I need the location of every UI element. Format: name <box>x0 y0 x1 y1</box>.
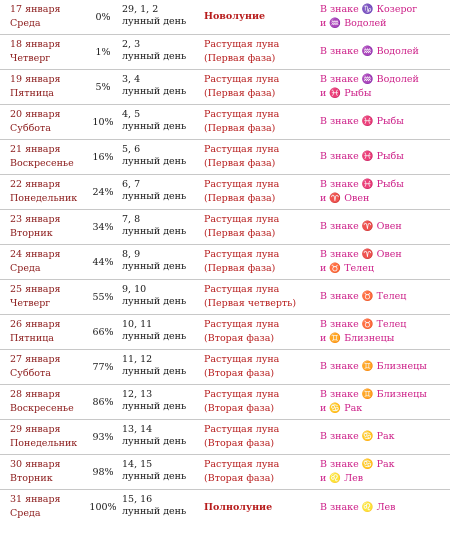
zodiac-cell <box>320 420 448 454</box>
date-label: 24 января <box>10 249 61 260</box>
moon-phase-name: Растущая луна <box>204 214 280 225</box>
zodiac-cell <box>320 315 448 352</box>
moon-phase-cell <box>204 70 314 107</box>
lunar-day-numbers: 6, 7 <box>122 179 141 190</box>
date-label: 25 января <box>10 284 61 295</box>
lunar-day-cell <box>122 490 200 529</box>
zodiac-sign-secondary: и ♌ Лев <box>320 473 364 484</box>
date-cell <box>10 175 88 212</box>
table-row <box>0 105 450 140</box>
table-row <box>0 140 450 175</box>
date-label: 30 января <box>10 459 61 470</box>
zodiac-cell <box>320 0 448 37</box>
zodiac-sign-primary: В знаке ♋ Рак <box>320 459 395 470</box>
date-cell <box>10 455 88 492</box>
moon-phase-cell <box>204 105 314 142</box>
weekday-label: Четверг <box>10 53 51 64</box>
zodiac-sign-secondary: и ♊ Близнецы <box>320 333 395 344</box>
illumination-cell <box>90 175 116 209</box>
table-row <box>0 280 450 315</box>
illumination-cell <box>90 280 116 314</box>
date-label: 18 января <box>10 39 61 50</box>
lunar-day-cell <box>122 280 200 318</box>
zodiac-cell <box>320 175 448 212</box>
lunar-day-numbers: 4, 5 <box>122 109 141 120</box>
lunar-day-label: лунный день <box>122 191 187 202</box>
illumination-percent: 5% <box>95 81 111 93</box>
lunar-day-label: лунный день <box>122 366 187 377</box>
zodiac-sign-secondary: и ♓ Рыбы <box>320 88 372 99</box>
weekday-label: Воскресенье <box>10 158 74 169</box>
weekday-label: Среда <box>10 508 41 519</box>
date-cell <box>10 210 88 247</box>
date-cell <box>10 350 88 387</box>
zodiac-sign-primary: В знаке ♑ Козерог <box>320 4 418 15</box>
table-row <box>0 350 450 385</box>
date-label: 20 января <box>10 109 61 120</box>
zodiac-cell <box>320 385 448 422</box>
weekday-label: Среда <box>10 263 41 274</box>
lunar-day-cell <box>122 70 200 108</box>
table-row <box>0 210 450 245</box>
lunar-day-numbers: 9, 10 <box>122 284 147 295</box>
illumination-cell <box>90 385 116 419</box>
table-row <box>0 420 450 455</box>
moon-phase-cell <box>204 490 314 525</box>
lunar-day-numbers: 8, 9 <box>122 249 141 260</box>
date-cell <box>10 70 88 107</box>
weekday-label: Пятница <box>10 333 54 344</box>
moon-phase-name: Растущая луна <box>204 39 280 50</box>
illumination-percent: 44% <box>92 256 114 268</box>
lunar-day-label: лунный день <box>122 226 187 237</box>
moon-phase-detail: (Первая фаза) <box>204 88 276 99</box>
moon-phase-name: Растущая луна <box>204 284 280 295</box>
zodiac-cell <box>320 245 448 282</box>
zodiac-sign-primary: В знаке ♊ Близнецы <box>320 361 427 372</box>
illumination-cell <box>90 490 116 525</box>
date-cell <box>10 35 88 72</box>
illumination-cell <box>90 35 116 69</box>
date-cell <box>10 140 88 177</box>
illumination-percent: 86% <box>92 396 114 408</box>
lunar-day-numbers: 3, 4 <box>122 74 141 85</box>
lunar-day-label: лунный день <box>122 296 187 307</box>
weekday-label: Суббота <box>10 368 51 379</box>
illumination-percent: 93% <box>92 431 114 443</box>
moon-phase-name: Растущая луна <box>204 249 280 260</box>
table-row <box>0 245 450 280</box>
moon-phase-name: Растущая луна <box>204 319 280 330</box>
illumination-percent: 66% <box>92 326 114 338</box>
illumination-cell <box>90 210 116 244</box>
date-label: 21 января <box>10 144 61 155</box>
table-row <box>0 490 450 525</box>
moon-phase-cell <box>204 455 314 492</box>
zodiac-sign-primary: В знаке ♒ Водолей <box>320 74 419 85</box>
zodiac-cell <box>320 280 448 314</box>
zodiac-sign-primary: В знаке ♈ Овен <box>320 249 402 260</box>
zodiac-sign-primary: В знаке ♓ Рыбы <box>320 151 404 162</box>
date-label: 27 января <box>10 354 61 365</box>
moon-phase-name: Растущая луна <box>204 144 280 155</box>
lunar-day-numbers: 5, 6 <box>122 144 141 155</box>
weekday-label: Вторник <box>10 228 53 239</box>
date-label: 28 января <box>10 389 61 400</box>
illumination-percent: 100% <box>89 502 117 513</box>
illumination-cell <box>90 70 116 104</box>
zodiac-cell <box>320 490 448 525</box>
weekday-label: Среда <box>10 18 41 29</box>
weekday-label: Воскресенье <box>10 403 74 414</box>
moon-phase-cell <box>204 385 314 422</box>
moon-phase-cell <box>204 0 314 34</box>
zodiac-cell <box>320 350 448 384</box>
moon-phase-detail: (Первая фаза) <box>204 193 276 204</box>
zodiac-sign-primary: В знаке ♓ Рыбы <box>320 116 404 127</box>
date-cell <box>10 245 88 282</box>
moon-phase-detail: (Первая фаза) <box>204 123 276 134</box>
illumination-percent: 10% <box>92 116 114 128</box>
lunar-day-numbers: 29, 1, 2 <box>122 4 159 15</box>
moon-phase-name: Растущая луна <box>204 109 280 120</box>
moon-phase-name: Растущая луна <box>204 459 280 470</box>
date-label: 19 января <box>10 74 61 85</box>
lunar-day-numbers: 11, 12 <box>122 354 153 365</box>
lunar-day-cell <box>122 350 200 388</box>
illumination-percent: 0% <box>95 11 111 23</box>
date-label: 17 января <box>10 4 61 15</box>
illumination-percent: 1% <box>95 46 111 58</box>
moon-phase-cell <box>204 280 314 317</box>
moon-phase-name: Растущая луна <box>204 354 280 365</box>
lunar-day-numbers: 10, 11 <box>122 319 153 330</box>
zodiac-cell <box>320 140 448 174</box>
zodiac-cell <box>320 455 448 492</box>
date-label: 23 января <box>10 214 61 225</box>
lunar-day-numbers: 14, 15 <box>122 459 153 470</box>
illumination-percent: 16% <box>92 151 114 163</box>
lunar-day-label: лунный день <box>122 86 187 97</box>
illumination-cell <box>90 315 116 349</box>
illumination-percent: 98% <box>92 466 114 478</box>
moon-phase-cell <box>204 210 314 247</box>
date-cell <box>10 385 88 422</box>
table-row <box>0 35 450 70</box>
lunar-day-numbers: 15, 16 <box>122 494 153 505</box>
lunar-day-label: лунный день <box>122 436 187 447</box>
moon-phase-cell <box>204 245 314 282</box>
illumination-percent: 24% <box>92 186 114 198</box>
moon-phase-name: Полнолуние <box>204 501 273 513</box>
illumination-cell <box>90 105 116 139</box>
date-cell <box>10 315 88 352</box>
lunar-day-label: лунный день <box>122 471 187 482</box>
illumination-cell <box>90 245 116 279</box>
illumination-percent: 77% <box>92 361 114 373</box>
moon-phase-detail: (Вторая фаза) <box>204 473 275 484</box>
moon-phase-detail: (Первая фаза) <box>204 228 276 239</box>
moon-phase-cell <box>204 175 314 212</box>
date-label: 22 января <box>10 179 61 190</box>
illumination-cell <box>90 0 116 34</box>
weekday-label: Понедельник <box>10 193 78 204</box>
zodiac-sign-primary: В знаке ♈ Овен <box>320 221 402 232</box>
zodiac-sign-secondary: и ♈ Овен <box>320 193 370 204</box>
table-row <box>0 315 450 350</box>
moon-phase-detail: (Первая четверть) <box>204 298 297 309</box>
date-cell <box>10 0 88 37</box>
lunar-day-cell <box>122 245 200 283</box>
zodiac-cell <box>320 70 448 107</box>
zodiac-sign-primary: В знаке ♌ Лев <box>320 501 396 513</box>
lunar-day-cell <box>122 210 200 248</box>
lunar-day-cell <box>122 385 200 423</box>
zodiac-sign-primary: В знаке ♒ Водолей <box>320 46 419 57</box>
table-row <box>0 175 450 210</box>
date-cell <box>10 280 88 317</box>
date-cell <box>10 420 88 457</box>
date-label: 26 января <box>10 319 61 330</box>
moon-phase-name: Растущая луна <box>204 389 280 400</box>
zodiac-sign-secondary: и ♉ Телец <box>320 263 374 274</box>
table-row <box>0 385 450 420</box>
table-row <box>0 70 450 105</box>
moon-phase-name: Растущая луна <box>204 424 280 435</box>
zodiac-sign-primary: В знаке ♓ Рыбы <box>320 179 404 190</box>
date-cell <box>10 490 88 528</box>
illumination-cell <box>90 455 116 489</box>
zodiac-sign-secondary: и ♋ Рак <box>320 403 363 414</box>
moon-phase-cell <box>204 315 314 352</box>
lunar-day-cell <box>122 315 200 353</box>
weekday-label: Суббота <box>10 123 51 134</box>
table-row <box>0 0 450 35</box>
zodiac-sign-primary: В знаке ♉ Телец <box>320 319 407 330</box>
zodiac-sign-primary: В знаке ♉ Телец <box>320 291 407 302</box>
illumination-cell <box>90 140 116 174</box>
lunar-day-label: лунный день <box>122 401 187 412</box>
moon-phase-name: Растущая луна <box>204 179 280 190</box>
illumination-cell <box>90 420 116 454</box>
date-label: 31 января <box>10 494 61 505</box>
lunar-day-cell <box>122 420 200 458</box>
moon-phase-detail: (Первая фаза) <box>204 263 276 274</box>
illumination-percent: 34% <box>92 221 114 233</box>
date-label: 29 января <box>10 424 61 435</box>
lunar-day-numbers: 12, 13 <box>122 389 153 400</box>
lunar-day-label: лунный день <box>122 506 187 517</box>
weekday-label: Понедельник <box>10 438 78 449</box>
zodiac-cell <box>320 35 448 69</box>
zodiac-sign-primary: В знаке ♊ Близнецы <box>320 389 427 400</box>
moon-phase-detail: (Вторая фаза) <box>204 368 275 379</box>
zodiac-sign-secondary: и ♒ Водолей <box>320 18 387 29</box>
moon-phase-cell <box>204 140 314 177</box>
moon-phase-detail: (Вторая фаза) <box>204 403 275 414</box>
moon-phase-detail: (Вторая фаза) <box>204 333 275 344</box>
lunar-day-label: лунный день <box>122 331 187 342</box>
weekday-label: Пятница <box>10 88 54 99</box>
illumination-cell <box>90 350 116 384</box>
lunar-day-numbers: 13, 14 <box>122 424 153 435</box>
lunar-day-cell <box>122 35 200 73</box>
moon-phase-detail: (Вторая фаза) <box>204 438 275 449</box>
moon-phase-detail: (Первая фаза) <box>204 158 276 169</box>
lunar-day-numbers: 7, 8 <box>122 214 141 225</box>
lunar-day-label: лунный день <box>122 156 187 167</box>
moon-phase-name: Растущая луна <box>204 74 280 85</box>
weekday-label: Вторник <box>10 473 53 484</box>
lunar-day-cell <box>122 455 200 493</box>
lunar-day-label: лунный день <box>122 51 187 62</box>
lunar-day-label: лунный день <box>122 121 187 132</box>
illumination-percent: 55% <box>92 291 114 303</box>
moon-phase-detail: (Первая фаза) <box>204 53 276 64</box>
zodiac-sign-primary: В знаке ♋ Рак <box>320 431 395 442</box>
lunar-day-cell <box>122 105 200 143</box>
lunar-day-label: лунный день <box>122 261 187 272</box>
moon-phase-cell <box>204 35 314 72</box>
table-row <box>0 455 450 490</box>
date-cell <box>10 105 88 142</box>
moon-phase-cell <box>204 420 314 457</box>
moon-phase-cell <box>204 350 314 387</box>
weekday-label: Четверг <box>10 298 51 309</box>
lunar-day-label: лунный день <box>122 16 187 27</box>
moon-phase-name: Новолуние <box>204 11 266 22</box>
lunar-day-cell <box>122 0 200 38</box>
lunar-day-cell <box>122 175 200 213</box>
zodiac-cell <box>320 210 448 244</box>
zodiac-cell <box>320 105 448 139</box>
lunar-day-numbers: 2, 3 <box>122 39 141 50</box>
lunar-day-cell <box>122 140 200 178</box>
